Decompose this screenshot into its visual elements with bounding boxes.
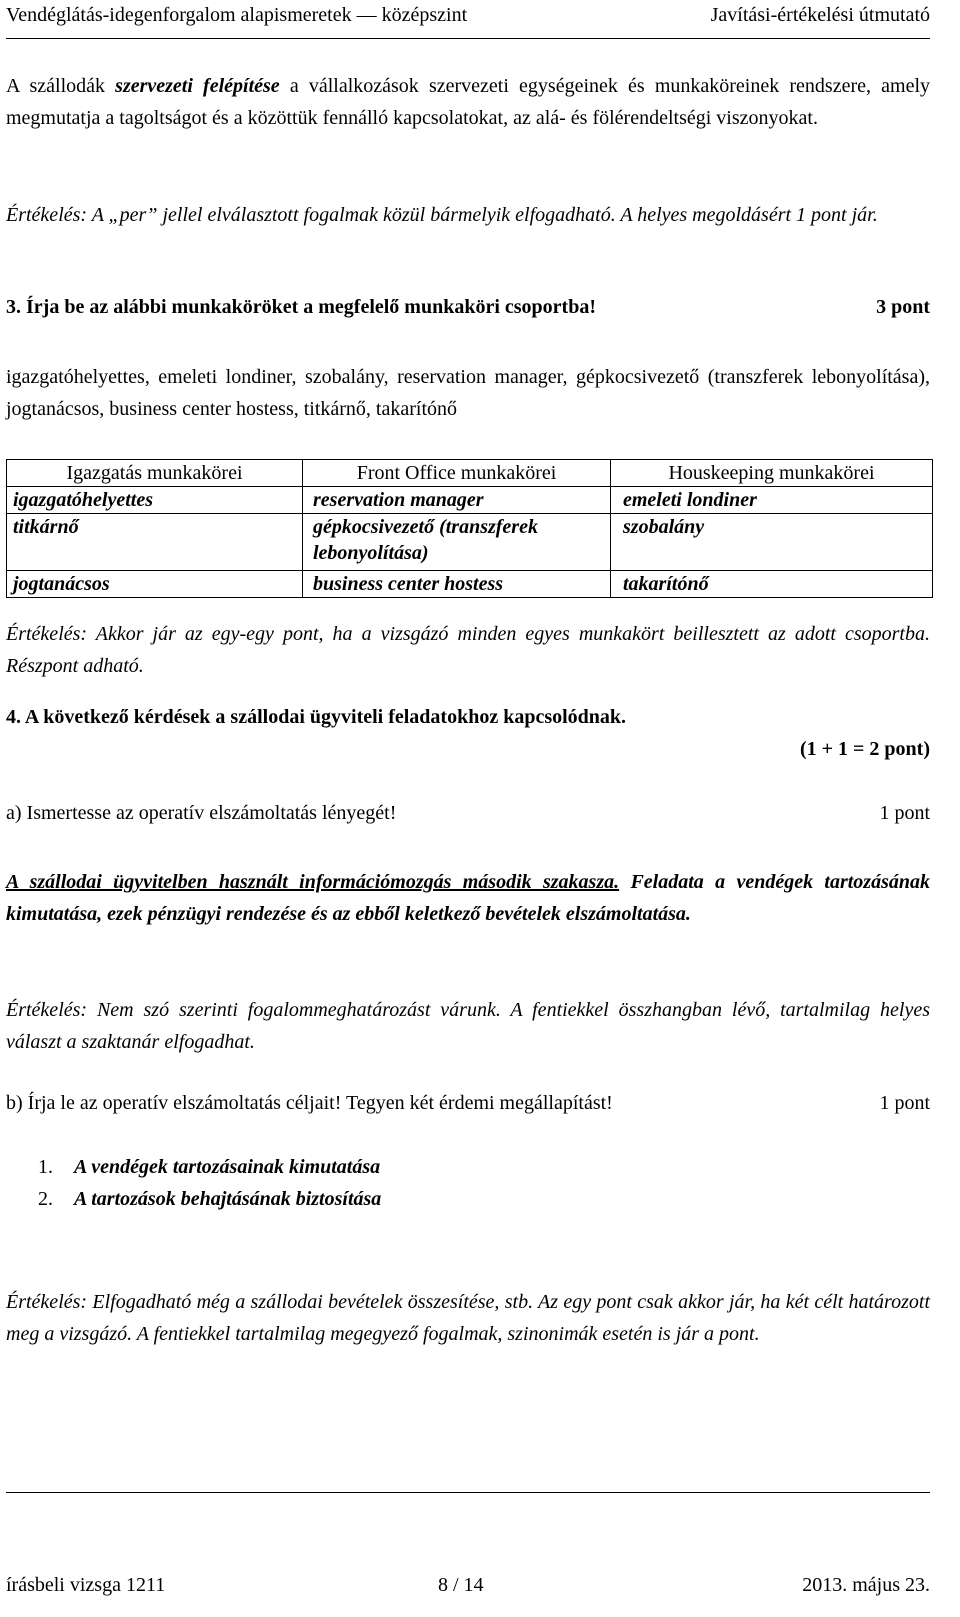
table-row <box>7 487 933 514</box>
list-item-text: A vendégek tartozásainak kimutatása <box>74 1156 381 1178</box>
list-item-text: A tartozások behajtásának biztosítása <box>74 1188 382 1210</box>
question-4a-text: a) Ismertesse az operatív elszámoltatás lényegét! <box>6 802 397 824</box>
table-cell: reservation manager <box>303 487 611 514</box>
table-cell: takarítónő <box>611 571 933 598</box>
footer-exam-code: írásbeli vizsga 1211 <box>6 1574 166 1596</box>
footer-page-number: 8 / 14 <box>438 1574 484 1596</box>
table-header-cell: Front Office munkakörei <box>303 460 611 487</box>
job-category-table <box>6 459 933 598</box>
question-4-points: (1 + 1 = 2 pont) <box>799 738 930 760</box>
header-right-text: Javítási-értékelési útmutató <box>710 4 930 26</box>
table-row <box>7 571 933 598</box>
question-3-evaluation: Értékelés: Akkor jár az egy-egy pont, ha a vizsgázó minden egyes munkakört beillesztett az adott csoportba. Részpont adható. <box>6 623 930 677</box>
answer-rest: Feladata a vendégek tartozásának kimutatása, ezek pénzügyi rendezése és az ebből keletkező bevételek elszámoltatása. <box>6 871 930 925</box>
question-4a-answer <box>6 866 930 930</box>
question-4-title: 4. A következő kérdések a szállodai ügyviteli feladatokhoz kapcsolódnak. <box>6 706 627 728</box>
footer-divider <box>6 1492 930 1493</box>
question-3-title: 3. Írja be az alábbi munkaköröket a megfelelő munkaköri csoportba! <box>6 296 596 318</box>
evaluation-1: Értékelés: A „per” jellel elválasztott fogalmak közül bármelyik elfogadható. A helyes megoldásért 1 pont jár. <box>6 204 878 226</box>
table-cell: szobalány <box>611 514 933 571</box>
question-4b-evaluation: Értékelés: Elfogadható még a szállodai bevételek összesítése, stb. Az egy pont csak akkor jár, ha két célt határozott meg a vizsgázó. A fentiekkel tartalmilag megegyező fogalmak, szinonimák esetén is jár a pont. <box>6 1291 930 1345</box>
table-cell: business center hostess <box>303 571 611 598</box>
question-3-points: 3 pont <box>876 296 930 318</box>
list-item-number: 2. <box>38 1188 53 1210</box>
list-item <box>38 1188 381 1220</box>
question-4b-row <box>6 1092 930 1124</box>
intro-post: a vállalkozások szervezeti egységeinek és munkaköreinek rendszere, amely megmutatja a tagoltságot és a közöttük fennálló kapcsolatokat, az alá- és fölérendeltségi viszonyokat. <box>6 75 931 129</box>
question-3-job-list: igazgatóhelyettes, emeleti londiner, szobalány, reservation manager, gépkocsivezető (transzferek lebonyolítása), jogtanácsos, business center hostess, titkárnő, takarítónő <box>6 366 930 420</box>
question-4a-row <box>6 802 930 834</box>
table-cell: jogtanácsos <box>7 571 303 598</box>
page-header <box>6 2 930 39</box>
question-4b-points: 1 pont <box>879 1092 930 1114</box>
table-cell: gépkocsivezető (transzferek lebonyolítása) <box>303 514 611 571</box>
page-footer <box>6 1574 930 1604</box>
intro-term: szervezeti felépítése <box>115 75 280 97</box>
answer-underlined: A szállodai ügyvitelben használt információmozgás második szakasza. <box>6 871 620 893</box>
list-item <box>38 1156 381 1188</box>
table-header-cell: Houskeeping munkakörei <box>611 460 933 487</box>
table-header-row <box>7 460 933 487</box>
header-left-text: Vendéglátás-idegenforgalom alapismeretek — középszint <box>6 4 468 26</box>
table-cell: igazgatóhelyettes <box>7 487 303 514</box>
question-4a-points: 1 pont <box>879 802 930 824</box>
intro-paragraph <box>6 70 930 134</box>
table-header-cell: Igazgatás munkakörei <box>7 460 303 487</box>
question-3-heading <box>6 296 930 328</box>
question-4a-evaluation: Értékelés: Nem szó szerinti fogalommeghatározást várunk. A fentiekkel összhangban lévő, tartalmilag helyes választ a szaktanár elfogadhat. <box>6 999 930 1053</box>
table-row <box>7 514 933 571</box>
footer-date: 2013. május 23. <box>802 1574 930 1596</box>
question-4-points-row <box>6 738 930 770</box>
table-cell: emeleti londiner <box>611 487 933 514</box>
answer-list <box>38 1156 381 1220</box>
table-cell: titkárnő <box>7 514 303 571</box>
question-4b-text: b) Írja le az operatív elszámoltatás céljait! Tegyen két érdemi megállapítást! <box>6 1092 613 1114</box>
intro-pre: A szállodák <box>6 75 116 97</box>
list-item-number: 1. <box>38 1156 53 1178</box>
